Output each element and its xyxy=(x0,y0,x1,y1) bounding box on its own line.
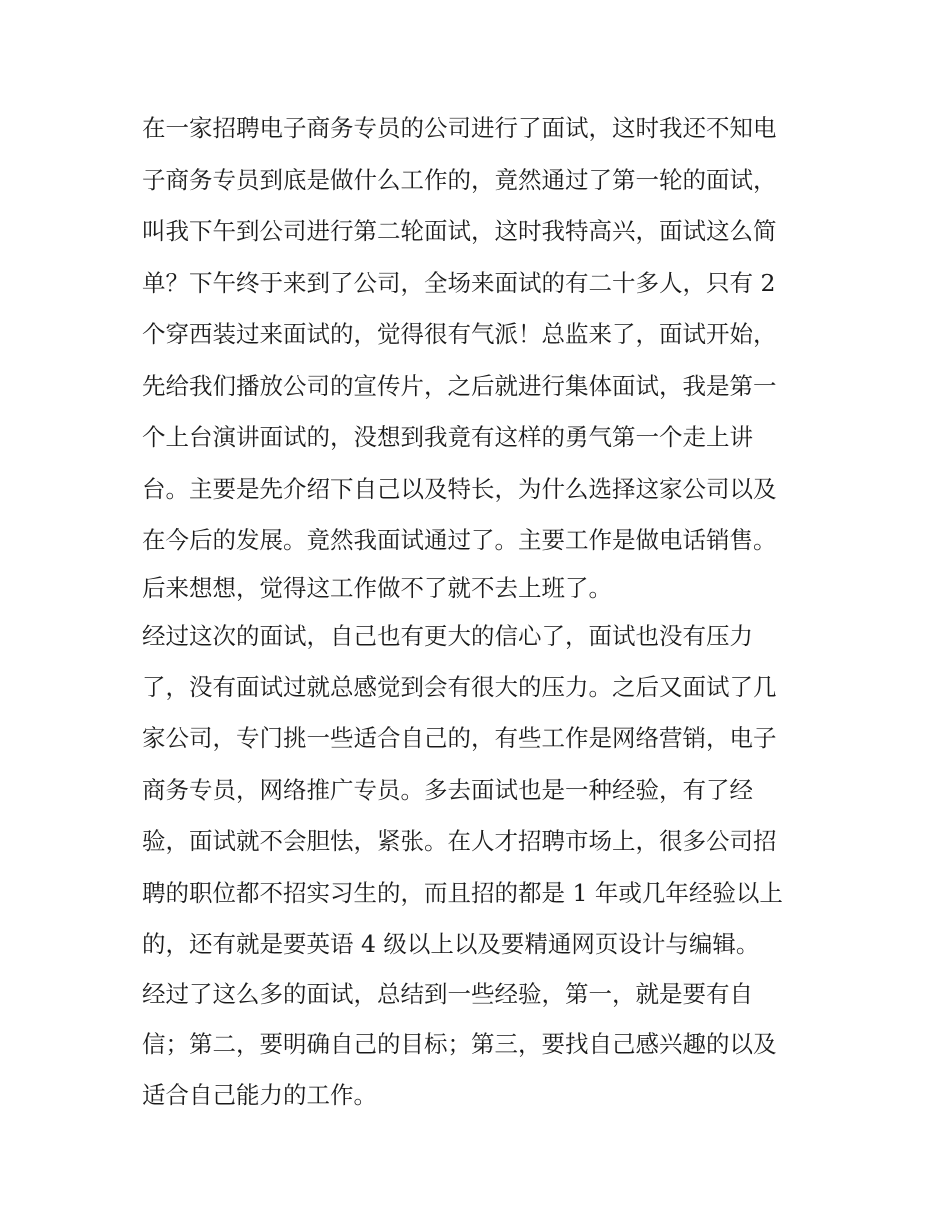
text-line: 单？下午终于来到了公司，全场来面试的有二十多人，只有 2 xyxy=(142,269,776,297)
text-line: 了，没有面试过就总感觉到会有很大的压力。之后又面试了几 xyxy=(142,673,777,701)
text-line: 在一家招聘电子商务专员的公司进行了面试，这时我还不知电 xyxy=(142,114,777,142)
text-line: 信；第二，要明确自己的目标；第三，要找自己感兴趣的以及 xyxy=(142,1030,777,1058)
text-line: 在今后的发展。竟然我面试通过了。主要工作是做电话销售。 xyxy=(142,526,777,554)
text-line: 个上台演讲面试的，没想到我竟有这样的勇气第一个走上讲 xyxy=(142,423,753,451)
text-line: 经过了这么多的面试，总结到一些经验，第一，就是要有自 xyxy=(142,980,753,1008)
text-line: 适合自己能力的工作。 xyxy=(142,1081,377,1109)
text-line: 商务专员，网络推广专员。多去面试也是一种经验，有了经 xyxy=(142,776,753,804)
text-line: 的，还有就是要英语 4 级以上以及要精通网页设计与编辑。 xyxy=(142,930,760,958)
text-line: 经过这次的面试，自己也有更大的信心了，面试也没有压力 xyxy=(142,622,753,650)
text-line: 子商务专员到底是做什么工作的，竟然通过了第一轮的面试， xyxy=(142,166,777,194)
text-line: 先给我们播放公司的宣传片，之后就进行集体面试，我是第一 xyxy=(142,372,777,400)
text-line: 家公司，专门挑一些适合自己的，有些工作是网络营销，电子 xyxy=(142,724,777,752)
text-line: 验，面试就不会胆怯，紧张。在人才招聘市场上，很多公司招 xyxy=(142,827,777,855)
text-line: 台。主要是先介绍下自己以及特长，为什么选择这家公司以及 xyxy=(142,475,777,503)
text-line: 后来想想，觉得这工作做不了就不去上班了。 xyxy=(142,574,612,602)
text-line: 叫我下午到公司进行第二轮面试，这时我特高兴，面试这么简 xyxy=(142,217,777,245)
text-line: 聘的职位都不招实习生的，而且招的都是 1 年或几年经验以上 xyxy=(142,879,783,907)
text-line: 个穿西装过来面试的，觉得很有气派！总监来了，面试开始， xyxy=(142,320,777,348)
